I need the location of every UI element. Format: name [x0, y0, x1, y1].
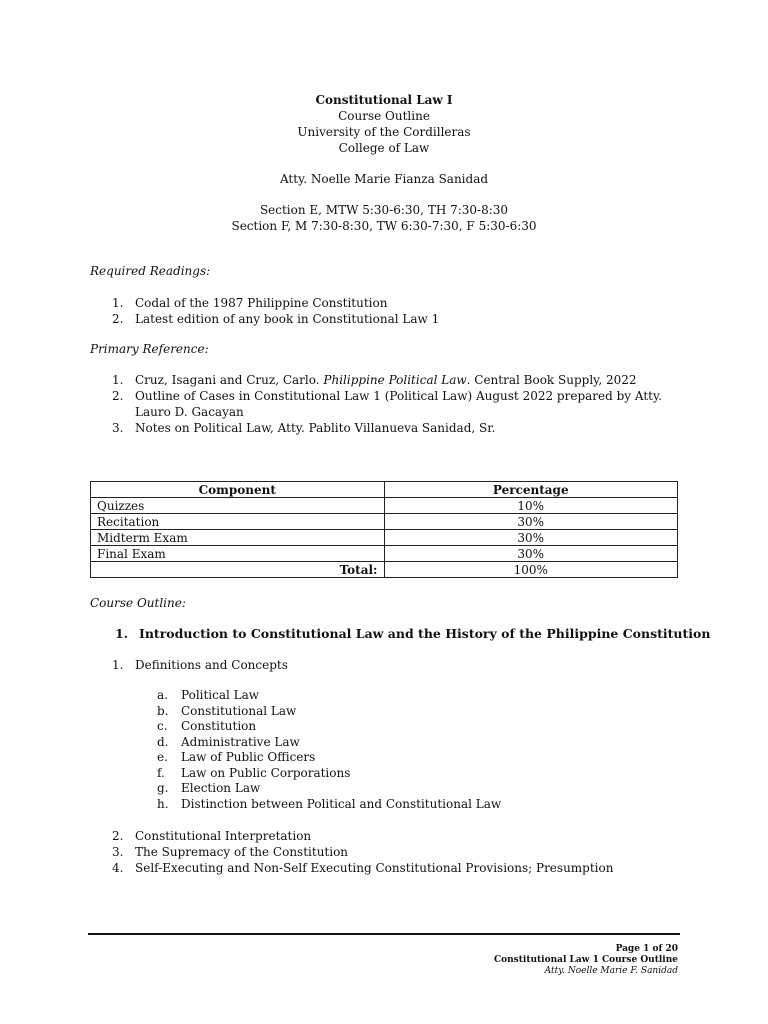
- list-item: 1. Definitions and Concepts: [112, 658, 288, 672]
- table-row: [91, 530, 678, 546]
- topic-list: [90, 657, 690, 673]
- percentage-cell: 30%: [384, 546, 678, 562]
- section-e-schedule: Section E, MTW 5:30-6:30, TH 7:30-8:30: [259, 203, 509, 217]
- percentage-cell: 30%: [384, 514, 678, 530]
- college-name: College of Law: [338, 141, 430, 155]
- grading-table: [90, 481, 678, 578]
- list-item: 3. The Supremacy of the Constitution: [112, 845, 349, 859]
- primary-reference-label: Primary Reference:: [90, 342, 209, 356]
- footer-author: Atty. Noelle Marie F. Sanidad: [544, 966, 678, 976]
- total-label: Total:: [91, 562, 385, 578]
- book-title: Philippine Political Law: [323, 373, 467, 387]
- footer-divider: [88, 933, 680, 935]
- course-outline-label: Course Outline:: [90, 596, 186, 610]
- footer-document-title: Constitutional Law 1 Course Outline: [493, 955, 678, 965]
- unit-number: 1.: [115, 626, 129, 641]
- list-item: f. Law on Public Corporations: [157, 765, 351, 780]
- page-number: Page 1 of 20: [615, 944, 678, 954]
- percentage-cell: 10%: [384, 498, 678, 514]
- list-item: e. Law of Public Officers: [157, 750, 316, 764]
- component-cell: Midterm Exam: [91, 530, 385, 546]
- required-readings-label: Required Readings:: [90, 264, 211, 278]
- list-item: 3. Notes on Political Law, Atty. Pablito Villanueva Sanidad, Sr.: [112, 421, 496, 435]
- component-cell: Recitation: [91, 514, 385, 530]
- topic-list-continued: [90, 828, 690, 876]
- list-item: h. Distinction between Political and Constitutional Law: [157, 796, 502, 811]
- column-header-component: Component: [91, 482, 385, 498]
- subtopic-list: [157, 688, 501, 812]
- list-item: 2. Outline of Cases in Constitutional Law 1 (Political Law) August 2022 prepared by Atty. Lauro D. Gacayan: [112, 389, 662, 419]
- required-readings-list: [90, 295, 690, 327]
- unit-heading: [115, 626, 710, 641]
- list-item: b. Constitutional Law: [157, 703, 297, 718]
- total-value: 100%: [384, 562, 678, 578]
- component-cell: Final Exam: [91, 546, 385, 562]
- professor-name: Atty. Noelle Marie Fianza Sanidad: [279, 172, 489, 186]
- subtitle-course-outline: Course Outline: [338, 109, 430, 123]
- primary-reference-list: [90, 372, 690, 436]
- table-row: [91, 498, 678, 514]
- document-header: [0, 92, 768, 234]
- document-title: Constitutional Law I: [315, 93, 453, 107]
- list-item: a. Political Law: [157, 688, 260, 702]
- list-item: 1. Cruz, Isagani and Cruz, Carlo. Philippine Political Law. Central Book Supply, 2022: [112, 373, 637, 387]
- table-total-row: [91, 562, 678, 578]
- component-cell: Quizzes: [91, 498, 385, 514]
- list-item: d. Administrative Law: [157, 734, 300, 749]
- section-f-schedule: Section F, M 7:30-8:30, TW 6:30-7:30, F 5:30-6:30: [231, 219, 537, 233]
- table-row: [91, 514, 678, 530]
- list-item: 4. Self-Executing and Non-Self Executing Constitutional Provisions; Presumption: [112, 861, 614, 875]
- list-item: g. Election Law: [157, 781, 261, 795]
- list-item: 1. Codal of the 1987 Philippine Constitution: [112, 296, 388, 310]
- unit-title: Introduction to Constitutional Law and the History of the Philippine Constitution: [139, 626, 711, 641]
- table-row: [91, 546, 678, 562]
- percentage-cell: 30%: [384, 530, 678, 546]
- list-item: 2. Latest edition of any book in Constitutional Law 1: [112, 312, 440, 326]
- page-footer: [494, 944, 678, 977]
- table-header-row: [91, 482, 678, 498]
- column-header-percentage: Percentage: [384, 482, 678, 498]
- university-name: University of the Cordilleras: [297, 125, 471, 139]
- list-item: 2. Constitutional Interpretation: [112, 829, 312, 843]
- list-item: c. Constitution: [157, 719, 257, 733]
